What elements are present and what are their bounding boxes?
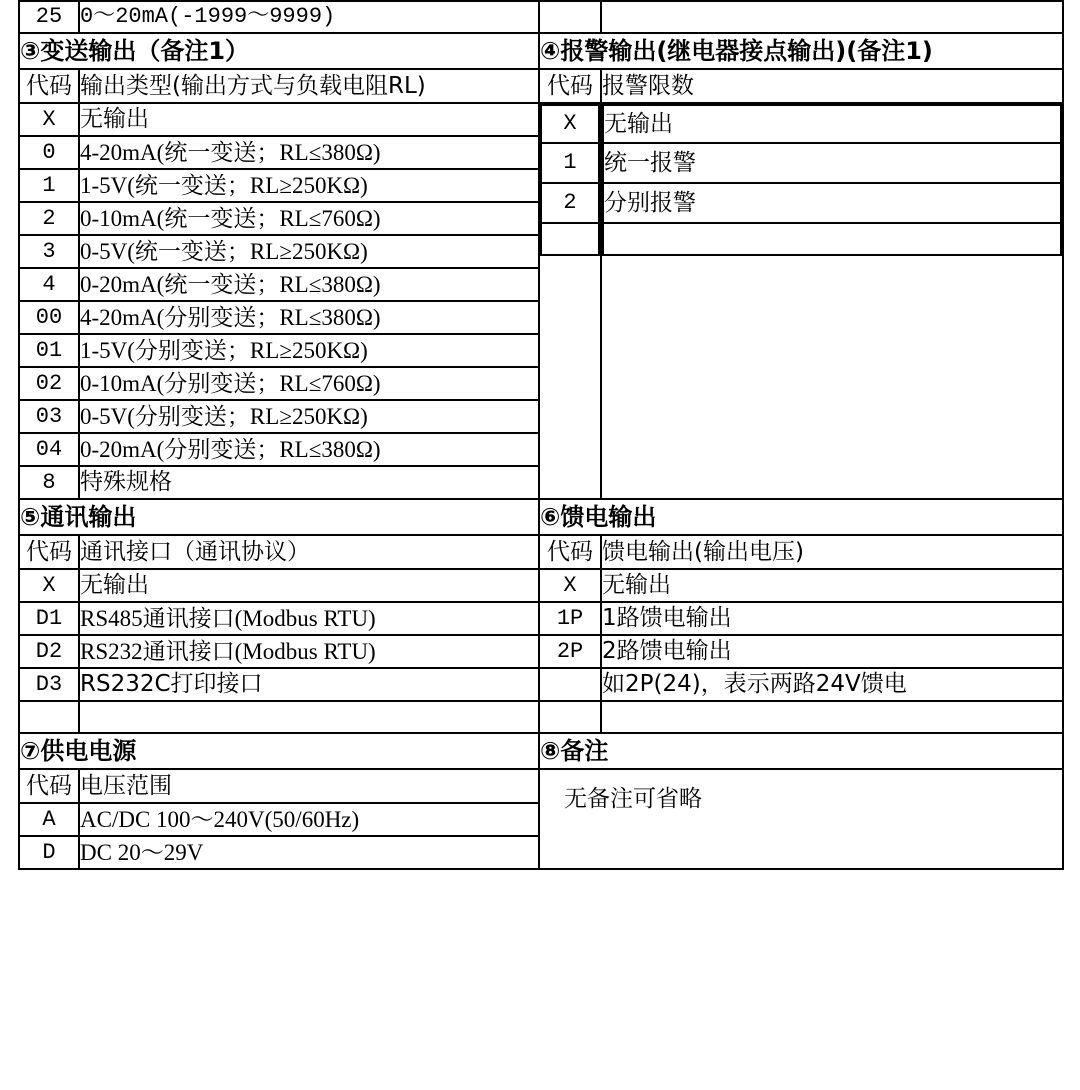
table-row <box>19 668 1063 701</box>
cell-code: 00 <box>19 301 79 334</box>
table-row <box>19 1 1063 33</box>
table-row <box>603 143 1061 183</box>
col-header-desc-4: 报警限数 <box>601 69 1063 103</box>
col-header-code-4: 代码 <box>539 69 601 103</box>
cell-code: 2 <box>541 183 599 223</box>
cell-empty <box>541 223 599 255</box>
cell-code: 1 <box>541 143 599 183</box>
cell-code: X <box>19 103 79 136</box>
table-row <box>541 183 599 223</box>
cell-desc: DC 20～29V <box>79 836 539 869</box>
cell-code: X <box>539 569 601 602</box>
table-row <box>19 602 1063 635</box>
cell-empty <box>79 701 539 733</box>
table-row <box>19 635 1063 668</box>
cell-code <box>539 668 601 701</box>
cell-code: 2P <box>539 635 601 668</box>
col-header-code-6: 代码 <box>539 535 601 569</box>
table-row-empty <box>19 701 1063 733</box>
cell-code: X <box>541 105 599 143</box>
section-header-row <box>19 733 1063 769</box>
cell-desc: 0-10mA(统一变送；RL≤760Ω) <box>79 202 539 235</box>
section-title-8: ⑧备注 <box>539 733 1063 769</box>
cell-code: A <box>19 803 79 836</box>
col-header-code-3: 代码 <box>19 69 79 103</box>
table-row <box>603 105 1061 143</box>
section-4-body-code <box>539 103 601 499</box>
cell-empty <box>601 1 1063 33</box>
cell-empty <box>539 1 601 33</box>
cell-empty <box>603 223 1061 255</box>
cell-desc: 无输出 <box>79 569 539 602</box>
cell-desc: 如2P(24)，表示两路24V馈电 <box>601 668 1063 701</box>
cell-desc: 0-5V(分别变送；RL≥250KΩ) <box>79 400 539 433</box>
cell-empty <box>19 701 79 733</box>
cell-desc: RS485通讯接口(Modbus RTU) <box>79 602 539 635</box>
cell-code: 3 <box>19 235 79 268</box>
cell-code: 2 <box>19 202 79 235</box>
cell-desc: AC/DC 100～240V(50/60Hz) <box>79 803 539 836</box>
cell-desc: 无输出 <box>601 569 1063 602</box>
column-header-row <box>19 69 1063 103</box>
section-title-5: ⑤通讯输出 <box>19 499 539 535</box>
cell-desc: RS232C打印接口 <box>79 668 539 701</box>
cell-desc: 0-20mA(统一变送；RL≤380Ω) <box>79 268 539 301</box>
section-title-7: ⑦供电电源 <box>19 733 539 769</box>
section-header-row <box>19 499 1063 535</box>
cell-desc: 1-5V(统一变送；RL≥250KΩ) <box>79 169 539 202</box>
cell-empty <box>539 701 601 733</box>
cell-code: 8 <box>19 466 79 499</box>
cell-code: X <box>19 569 79 602</box>
section-title-4: ④报警输出(继电器接点输出)(备注1) <box>539 33 1063 69</box>
col-header-desc-5: 通讯接口（通讯协议） <box>79 535 539 569</box>
cell-code: D3 <box>19 668 79 701</box>
cell-desc: 1路馈电输出 <box>601 602 1063 635</box>
cell-code: 25 <box>19 1 79 33</box>
cell-desc: 特殊规格 <box>79 466 539 499</box>
cell-desc: 1-5V(分别变送；RL≥250KΩ) <box>79 334 539 367</box>
cell-empty <box>601 701 1063 733</box>
cell-code: 01 <box>19 334 79 367</box>
col-header-code-5: 代码 <box>19 535 79 569</box>
cell-code: 04 <box>19 433 79 466</box>
cell-desc: 2路馈电输出 <box>601 635 1063 668</box>
cell-code: 1 <box>19 169 79 202</box>
cell-code: D <box>19 836 79 869</box>
section-4-body-desc <box>601 103 1063 499</box>
cell-code: 02 <box>19 367 79 400</box>
cell-desc: 0～20mA(-1999～9999) <box>79 1 539 33</box>
cell-desc: 4-20mA(分别变送；RL≤380Ω) <box>79 301 539 334</box>
cell-desc: 分别报警 <box>603 183 1061 223</box>
cell-code: 0 <box>19 136 79 169</box>
top-partial-table <box>18 0 1064 34</box>
table-row <box>541 105 599 143</box>
cell-desc: RS232通讯接口(Modbus RTU) <box>79 635 539 668</box>
col-header-desc-3: 输出类型(输出方式与负载电阻RL) <box>79 69 539 103</box>
cell-code: 1P <box>539 602 601 635</box>
cell-desc: 0-5V(统一变送；RL≥250KΩ) <box>79 235 539 268</box>
cell-desc: 0-10mA(分别变送；RL≤760Ω) <box>79 367 539 400</box>
cell-desc: 0-20mA(分别变送；RL≤380Ω) <box>79 433 539 466</box>
cell-code: D2 <box>19 635 79 668</box>
section-8-note: 无备注可省略 <box>539 769 1063 869</box>
column-header-row <box>19 535 1063 569</box>
section-5-6-table <box>18 498 1064 734</box>
section-title-6: ⑥馈电输出 <box>539 499 1063 535</box>
cell-code: 03 <box>19 400 79 433</box>
section-title-3: ③变送输出（备注1） <box>19 33 539 69</box>
cell-desc: 4-20mA(统一变送；RL≤380Ω) <box>79 136 539 169</box>
section-header-row <box>19 33 1063 69</box>
section-7-8-table <box>18 732 1064 870</box>
table-row <box>19 103 1063 136</box>
table-row <box>603 183 1061 223</box>
section-3-4-table <box>18 32 1064 500</box>
column-header-row <box>19 769 1063 803</box>
cell-code: D1 <box>19 602 79 635</box>
col-header-code-7: 代码 <box>19 769 79 803</box>
table-row <box>541 143 599 183</box>
col-header-desc-6: 馈电输出(输出电压) <box>601 535 1063 569</box>
cell-code: 4 <box>19 268 79 301</box>
cell-desc: 统一报警 <box>603 143 1061 183</box>
table-row <box>19 569 1063 602</box>
col-header-desc-7: 电压范围 <box>79 769 539 803</box>
cell-desc: 无输出 <box>79 103 539 136</box>
cell-desc: 无输出 <box>603 105 1061 143</box>
